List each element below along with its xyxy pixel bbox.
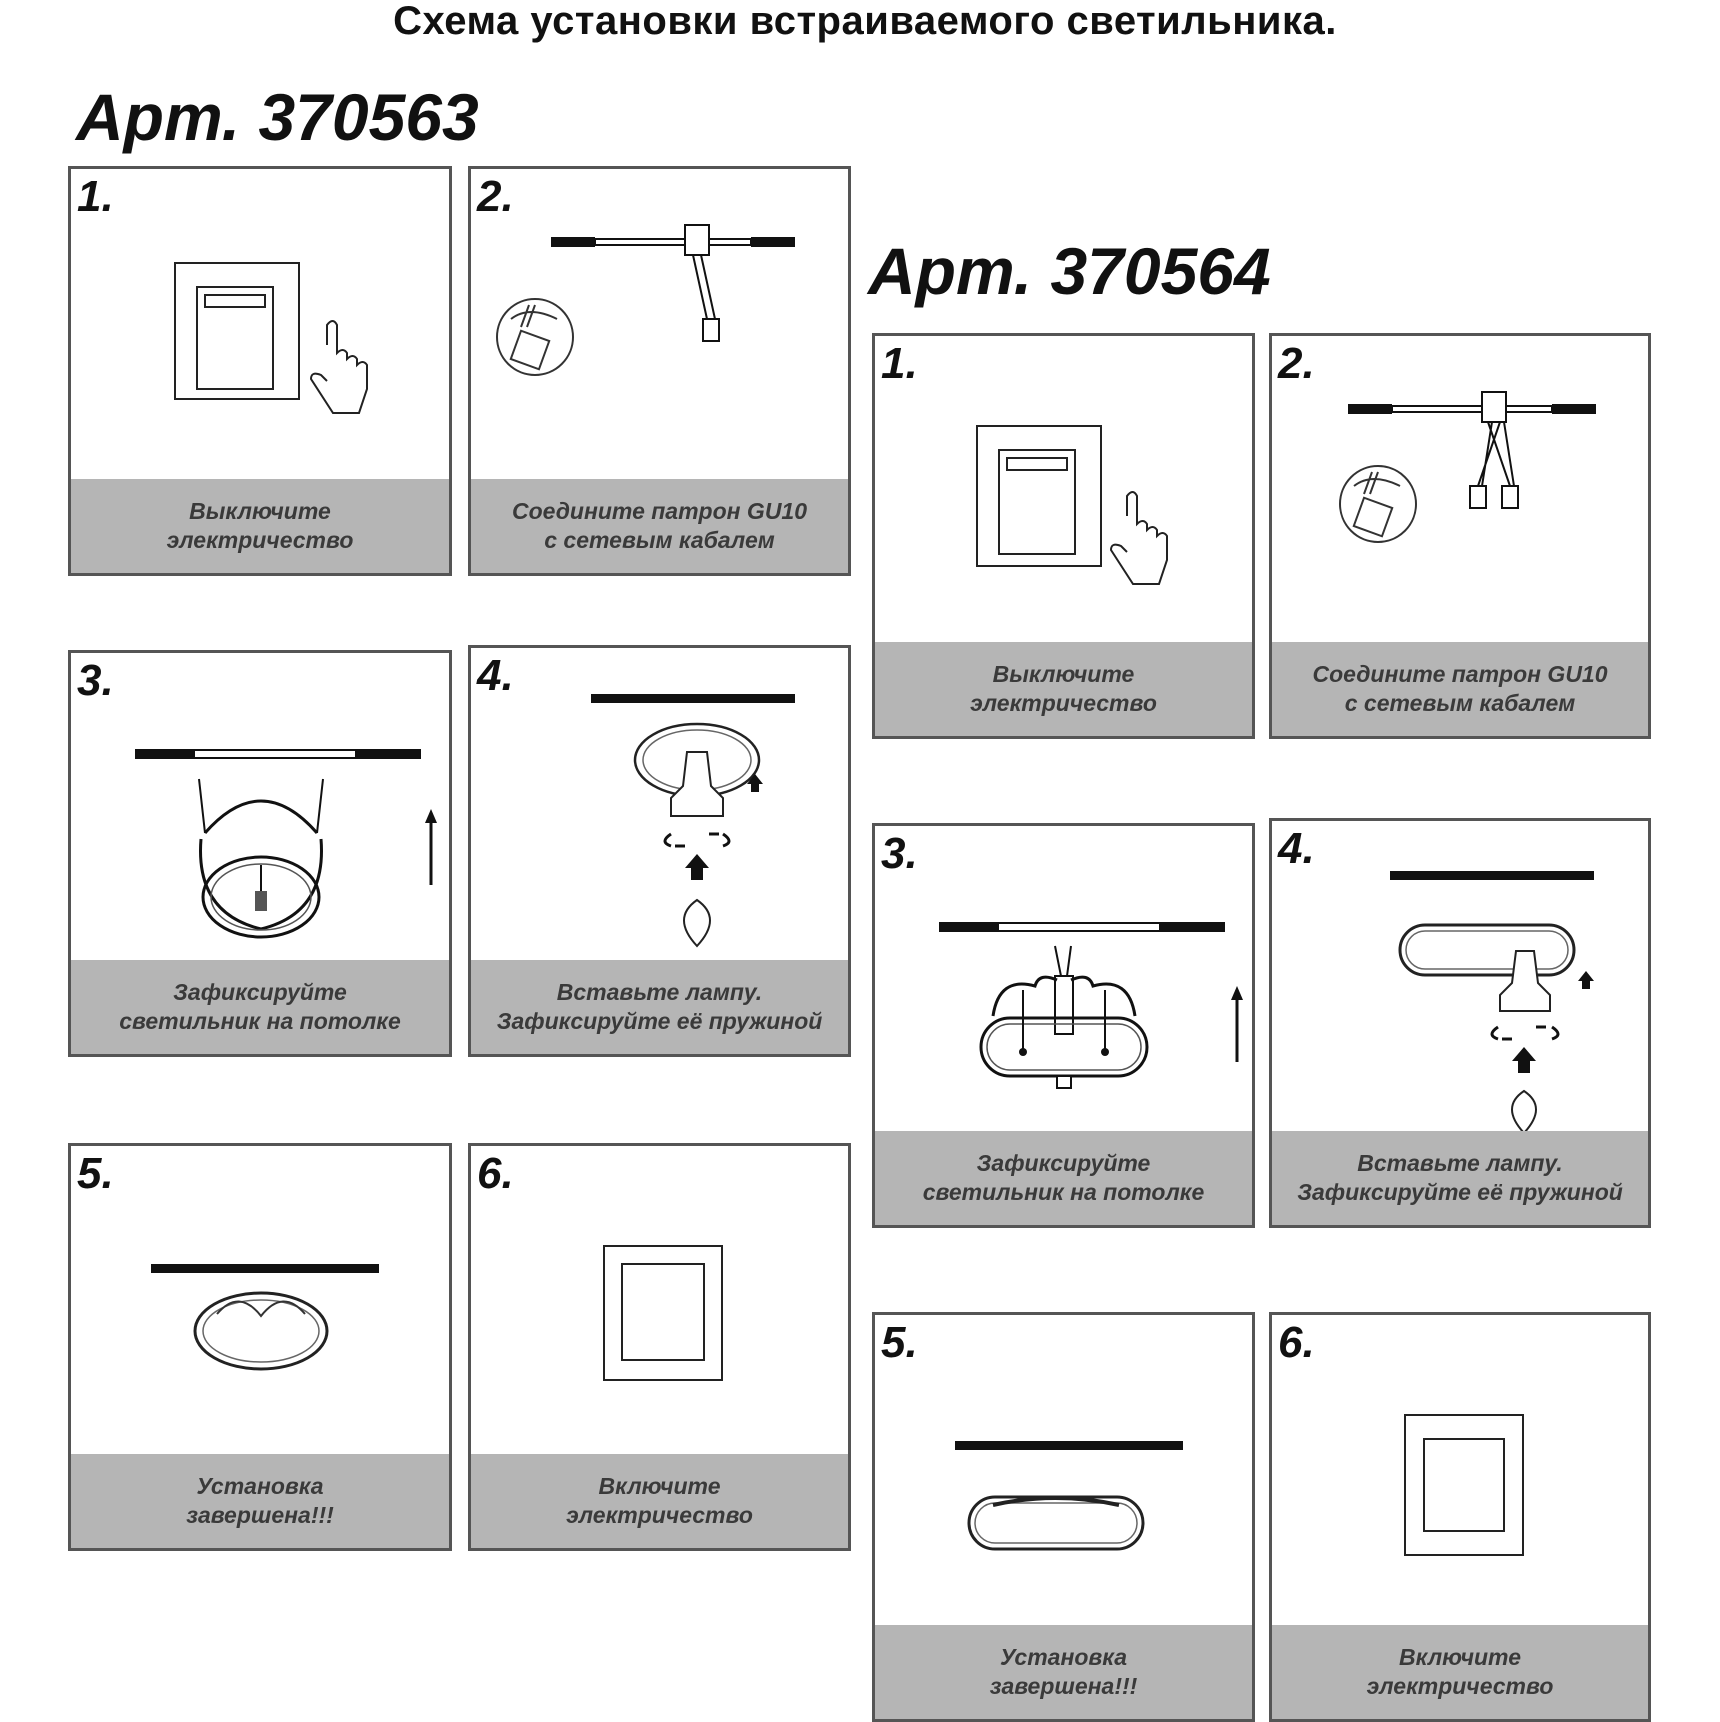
lamp-insert-spring-icon [1272,821,1654,1141]
step-caption: Выключите электричество [875,642,1252,736]
step-panel [68,650,452,1057]
step-number: 1. [881,339,918,388]
step-panel [1269,1312,1651,1722]
step-caption: Установка завершена!!! [875,1625,1252,1719]
wire-connector-gu10-icon [471,169,854,489]
step-panel [872,823,1255,1228]
step-panel [1269,818,1651,1228]
step-panel [68,166,452,576]
step-caption: Вставьте лампу. Зафиксируйте её пружиной [1272,1131,1648,1225]
round-fixture-installed-icon [71,1146,455,1466]
step-number: 2. [477,172,514,221]
step-number: 5. [881,1318,918,1367]
step-caption: Зафиксируйте светильник на потолке [875,1131,1252,1225]
step-number: 1. [77,172,114,221]
step-caption: Соедините патрон GU10 с сетевым кабалем [471,479,848,573]
light-switch-off-hand-icon [875,336,1258,656]
step-number: 3. [881,829,918,878]
step-number: 6. [477,1149,514,1198]
step-panel [468,166,851,576]
step-number: 6. [1278,1318,1315,1367]
light-switch-off-hand-icon [71,169,455,489]
step-caption: Вставьте лампу. Зафиксируйте её пружиной [471,960,848,1054]
page-title: Схема установки встраиваемого светильника. [393,0,1337,43]
article-label-370564: Арт. 370564 [868,234,1271,308]
oval-fixture-installed-icon [875,1315,1258,1635]
step-number: 4. [477,651,514,700]
step-number: 2. [1278,339,1315,388]
oval-fixture-mount-icon [875,826,1258,1146]
light-switch-on-icon [471,1146,854,1466]
step-number: 5. [77,1149,114,1198]
article-label-370563: Арт. 370563 [76,80,479,154]
light-switch-on-icon [1272,1315,1654,1635]
step-caption: Установка завершена!!! [71,1454,449,1548]
step-caption: Соедините патрон GU10 с сетевым кабалем [1272,642,1648,736]
step-panel [872,333,1255,739]
step-panel [468,645,851,1057]
step-caption: Зафиксируйте светильник на потолке [71,960,449,1054]
round-fixture-mount-icon [71,653,455,973]
step-number: 3. [77,656,114,705]
step-panel [1269,333,1651,739]
step-number: 4. [1278,824,1315,873]
wire-connector-gu10-double-icon [1272,336,1654,656]
step-caption: Выключите электричество [71,479,449,573]
step-caption: Включите электричество [471,1454,848,1548]
step-panel [872,1312,1255,1722]
step-caption: Включите электричество [1272,1625,1648,1719]
lamp-insert-spring-icon [471,648,854,968]
step-panel [68,1143,452,1551]
step-panel [468,1143,851,1551]
